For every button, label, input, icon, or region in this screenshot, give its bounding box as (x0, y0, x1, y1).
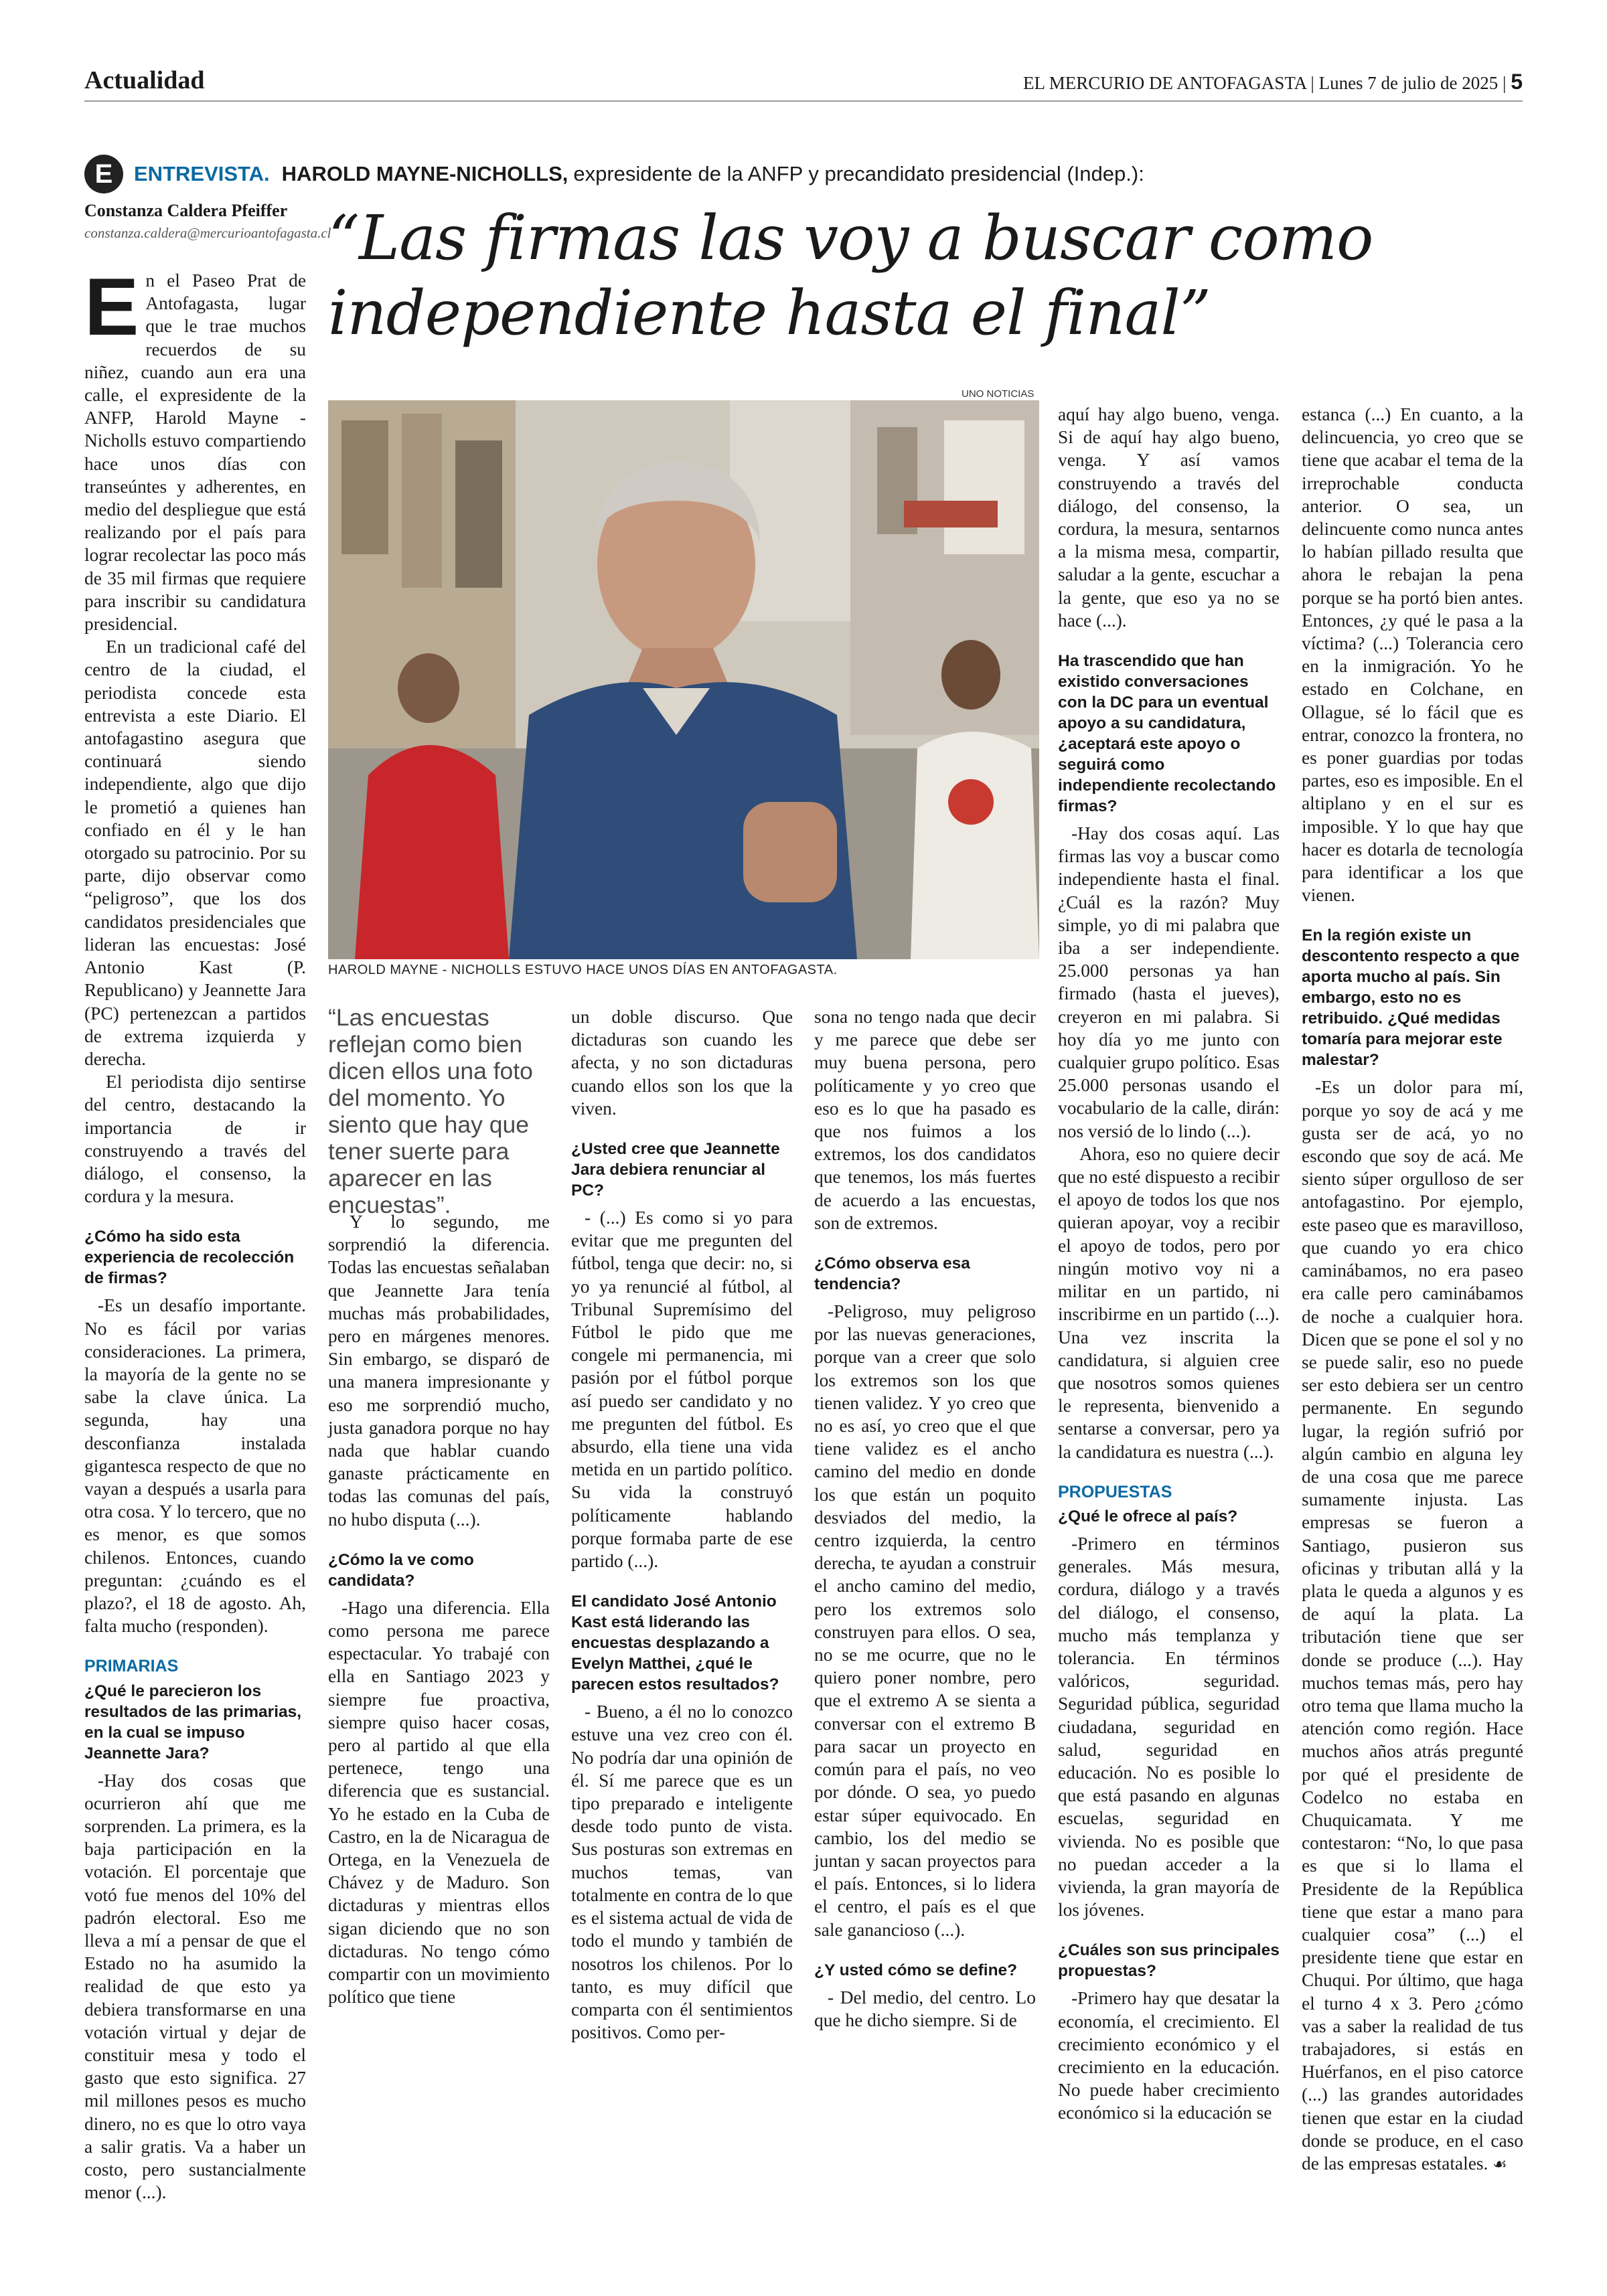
pull-quote: “Las encuestas reflejan como bien dicen ellos una foto del momento. Yo siento que hay que tener suerte para aparecer en las encuestas”. (328, 1004, 533, 1218)
body-paragraph: estanca (...) En cuanto, a la delincuencia, yo creo que se tiene que acabar el tema de la irreprochable conducta anterior. O sea, un delincuente como nunca antes lo habían pillado resulta que ahora le rebajan la pena porque se ha portó bien antes. Entonces, ¿y qué le pasa a la víctima? (...) Tolerancia cero en la inmigración. Yo he estado en Colchane, en Ollague, sé lo fácil que es entrar, conozco la frontera, no es poner guardias por todas partes, eso es imposible. En el altiplano y en el sur es imposible. Y lo que hay que hacer es dotarla de tecnología para identificar a los que vienen. (1302, 404, 1523, 906)
question: ¿Qué le parecieron los resultados de las primarias, en la cual se impuso Jeannette Jara? (84, 1682, 302, 1762)
masthead-separator: | (1503, 73, 1511, 93)
answer: -Hay dos cosas aquí. Las firmas las voy a buscar como independiente hasta el final. ¿Cuál es la razón? Muy simple, yo di mi palabra que iba a ser independiente. 25.000 personas ya han firmado (hasta el jueves), creyeron en mi palabra. Si hoy día yo me junto con cualquier grupo político. Esas 25.000 personas usando el vocabulario de la calle, dirán: nos versió de lo lindo (...). (1058, 823, 1280, 1141)
body-paragraph: Ahora, eso no quiere decir que no esté dispuesto a recibir el apoyo de todos los que nos quieran apoyar, voy a recibir el apoyo de todos, pero por ningún motivo voy ni a militar en un partido, ni inscribirme en un partido (...). Una vez inscrita la candidatura, si alguien cree que nosotros somos quienes le representa, bienvenido a sentarse a conversar, pero ya la candidatura es nuestra (...). (1058, 1143, 1280, 1462)
author-name: Constanza Caldera Pfeiffer (84, 201, 288, 220)
kicker-row (84, 149, 1523, 199)
answer: - (...) Es como si yo para evitar que me pregunten del fútbol, tenga que decir: no, si yo ya renuncié al fútbol, al Tribunal Supremísimo del Fútbol le pido que me congele mi permanencia, mi pasión por el fútbol porque así puedo ser candidato y no me pregunten del fútbol. Es absurdo, ella tiene una vida metida en un partido político. Su vida la construyó políticamente hablando porque formaba parte de ese partido (...). (571, 1208, 793, 1572)
body-paragraph: Y lo segundo, me sorprendió la diferencia. Todas las encuestas señalaban que Jeannette Jara tenía muchas más probabilidades, pero en márgenes menores. Sin embargo, se disparó de una manera impresionante y eso me sorprendió mucho, justa ganadora porque no hay nada que hablar cuando ganaste prácticamente en todas las comunas del país, no hubo disputa (...). (328, 1212, 550, 1530)
question: ¿Cómo ha sido esta experiencia de recolección de firmas? (84, 1228, 295, 1288)
interview-badge-icon: E (84, 155, 123, 193)
question: ¿Y usted cómo se define? (814, 1961, 1018, 1979)
answer: -Peligroso, muy peligroso por las nuevas generaciones, porque van a creer que solo los extremos son los que tienen validez. Y yo creo que no es así, yo creo que el que tiene validez es el ancho camino del medio en donde los que están un poquito desviados del medio, la centro izquierda, la centro derecha, te ayudan a construir el ancho camino del medio, pero los extremos solo construyen para ellos. O sea, no se me ocurre, que no le quiero poner nombre, pero que el extremo A se sienta a conversar con el extremo B para sacar un proyecto en común para el país, no veo por dónde. O sea, yo puedo estar súper equivocado. En cambio, los del medio se juntan y sacan proyectos para el país. Entonces, si lo lidera el centro, el país es el que sale ganancioso (...). (814, 1301, 1036, 1940)
answer: - Bueno, a él no lo conozco estuve una vez creo con él. No podría dar una opinión de él. Sí me parece que es un tipo preparado e inteligente desde todo punto de vista. Sus posturas son extremas en muchos temas, van totalmente en contra de lo que es el sistema actual de vida de todo el mundo y también de nosotros los chilenos. Por lo tanto, es muy difícil que comparta con él sentimientos positivos. Como per- (571, 1702, 793, 2043)
article-column-1 (84, 261, 306, 2204)
headline: “Las firmas las voy a buscar como independiente hasta el final” (328, 202, 1373, 349)
masthead (1023, 70, 1523, 94)
answer: -Es un desafío importante. No es fácil por varias consideraciones. La primera, la mayoría de la gente no se sabe la clave única. La segunda, hay una desconfianza instalada gigantesca respecto de que no vayan a después a usarla para otra cosa. Y lo tercero, que no es menor, es que somos chilenos. Entonces, cuando preguntan: ¿cuándo es el plazo?, el 18 de agosto. Ah, falta mucho (responden). (84, 1295, 306, 1637)
question: ¿Cómo observa esa tendencia? (814, 1254, 970, 1294)
answer: -Hay dos cosas que ocurrieron ahí que me sorprenden. La primera, es la baja participación en la votación. El porcentaje que votó fue menos del 10% del padrón electoral. Eso me lleva a mí a pensar de que el Estado no ha asumido la realidad de que esto ya debiera transformarse en una votación virtual y dejar de constituir mesa y todo el gasto que esto significa. 27 mil millones pesos es mucho dinero, no es que lo otro vaya a salir gratis. Va a haber un costo, pero sustancialmente menor (...). (84, 1770, 306, 2203)
question: ¿Cuáles son sus principales propuestas? (1058, 1941, 1280, 1981)
interviewee-name: HAROLD MAYNE-NICHOLLS, (281, 162, 568, 185)
question: Ha trascendido que han existido conversaciones con la DC para un eventual apoyo a su candidatura, ¿aceptará este apoyo o seguirá como independiente recolectando firmas? (1058, 652, 1276, 816)
photo-caption: HAROLD MAYNE - NICHOLLS ESTUVO HACE UNOS DÍAS EN ANTOFAGASTA. (328, 963, 838, 977)
kicker-tag: ENTREVISTA. (134, 162, 270, 185)
answer: -Es un dolor para mí, porque yo soy de acá y me gusta ser de acá, yo no escondo que soy de acá. Me siento súper orgulloso de ser antofagastino. Por ejemplo, este paseo que es maravilloso, que cuando yo era chico caminábamos, no era paseo era calle pero caminábamos de noche a cualquier hora. Dicen que se pone el sol y no se puede salir, eso no puede ser esto debiera ser un centro permanente. En segundo lugar, la región sufrió por algún cambio en alguna ley de una cosa que me parece sumamente injusta. Las empresas se fueron a Santiago, pusieron sus oficinas y tributan allá y la plata le queda a algunos y es de aquí la plata. La tributación tiene que ser donde se produce (...). Hay muchos temas más, pero hay otro tema que llama mucho la atención como región. Hace muchos años atrás pregunté por qué el presidente de Codelco no estaba en Chuquicamata. Y me contestaron: “No, lo que pasa es que si lo llama el Presidente de la República tiene que estar a mano para cualquier cosa” (...) el presidente tiene que estar en Chuqui. Por último, que haga el turno 4 x 3. Pero ¿cómo vas a saber la realidad de tus trabajadores, si estás en Huérfanos, en el piso catorce (...) las grandes autoridades tienen que estar en la ciudad donde se produce, en el caso de las empresas estatales. (1302, 1077, 1523, 2174)
masthead-separator: | (1310, 73, 1319, 93)
question: ¿Usted cree que Jeannette Jara debiera renunciar al PC? (571, 1140, 780, 1200)
answer-final (1302, 1076, 1523, 2176)
lead-text: n el Paseo Prat de Antofagasta, lugar que le trae muchos recuerdos de su niñez, cuando aun era una calle, el expresidente de la ANFP, Harold Mayne - Nicholls estuvo compartiendo hace unos días con transeúntes y adherentes, en medio del despliegue que está realizando por el país para lograr recolectar las poco más de 35 mil firmas que requiere para inscribir su candidatura presidencial. (84, 270, 306, 635)
end-of-article-icon: ☙ (1493, 2155, 1507, 2174)
question: ¿Cómo la ve como candidata? (328, 1550, 474, 1590)
issue-date: Lunes 7 de julio de 2025 (1318, 73, 1499, 93)
lead-paragraph (84, 261, 306, 635)
publication-name: EL MERCURIO DE ANTOFAGASTA (1023, 73, 1306, 93)
article-photo (328, 400, 1039, 959)
section-label: Actualidad (84, 66, 205, 94)
answer: -Hago una diferencia. Ella como persona me parece espectacular. Yo trabajé con ella en Santiago 2023 y siempre fue proactiva, siempre quiso hacer cosas, pero al partido al que ella pertenece, tengo una diferencia que es sustancial. Yo he estado en la Cuba de Castro, en la de Nicaragua de Ortega, en la Venezuela de Chávez y de Maduro. Son dictaduras y mientras ellos sigan diciendo que no son dictaduras. No tengo cómo compartir con un movimiento político que tiene (328, 1597, 550, 2007)
author-email[interactable]: constanza.caldera@mercurioantofagasta.cl (84, 225, 331, 241)
question: En la región existe un descontento respecto a que aporta mucho al país. Sin embargo, esto no es retribuido. ¿Qué medidas tomaría para mejorar este malestar? (1302, 926, 1520, 1070)
article-column-6 (1302, 403, 1523, 2176)
answer: -Primero hay que desatar la economía, el crecimiento. El crecimiento económico y el crecimiento en la educación. No puede haber crecimiento económico si la educación se (1058, 1988, 1280, 2123)
body-paragraph: En un tradicional café del centro de la ciudad, el periodista concede esta entrevista a este Diario. El antofagastino asegura que continuará siendo independiente, algo que dijo le prometió a quienes han confiado en él y le han otorgado su patrocinio. Por su parte, dijo observar como “peligroso”, que los dos candidatos presidenciales que lideran las encuestas: José Antonio Kast (P. Republicano) y Jeannette Jara (PC) pertenezcan a partidos de extrema izquierda y derecha. (84, 637, 306, 1069)
body-paragraph: aquí hay algo bueno, venga. Si de aquí hay algo bueno, venga. Y así vamos construyendo a través del diálogo, del consenso, la cordura, la mesura, sentarnos a la misma mesa, compartir, saludar a la gente, escuchar a la gente, que eso ya no se hace (...). (1058, 404, 1280, 631)
answer: -Primero en términos generales. Más mesura, cordura, diálogo y a través del diálogo, el consenso, mucho más templanza y tolerancia. En términos valóricos, seguridad. Seguridad pública, seguridad ciudadana, seguridad en salud, seguridad en educación. No es posible lo que está pasando en algunas escuelas, seguridad en vivienda. No es posible que no puedan acceder a la vivienda, la gran mayoría de los jóvenes. (1058, 1533, 1280, 1920)
page-number: 5 (1511, 70, 1523, 94)
section-heading: PRIMARIAS (84, 1657, 179, 1676)
article-column-2 (328, 1210, 550, 2009)
body-paragraph: El periodista dijo sentirse del centro, destacando la importancia de ir construyendo a través del diálogo, el consenso, la cordura y la mesura. (84, 1072, 306, 1207)
body-paragraph: sona no tengo nada que decir y me parece que debe ser muy buena persona, pero políticamente y yo creo que eso es lo que ha pasado es que nos fuimos a los extremos, los dos candidatos que tenemos, los más fuertes de acuerdo a las encuestas, son de extremos. (814, 1007, 1036, 1233)
question: El candidato José Antonio Kast está liderando las encuestas desplazando a Evelyn Matthei, ¿qué le parecen estos resultados? (571, 1592, 779, 1694)
byline (84, 201, 339, 242)
article-column-3 (571, 1005, 793, 2044)
article-column-5 (1058, 403, 1280, 2125)
dropcap: E (84, 261, 139, 352)
body-paragraph: un doble discurso. Que dictaduras son cuando les afecta, y no son dictaduras cuando ellos son los que la viven. (571, 1007, 793, 1119)
article-column-4 (814, 1005, 1036, 2032)
interviewee-description: expresidente de la ANFP y precandidato presidencial (Indep.): (573, 162, 1144, 185)
header-rule (84, 100, 1523, 102)
street-portrait-image (328, 400, 1039, 959)
section-heading: PROPUESTAS (1058, 1482, 1172, 1501)
photo-credit: UNO NOTICIAS (962, 388, 1035, 400)
question: ¿Qué le ofrece al país? (1058, 1507, 1238, 1526)
answer: - Del medio, del centro. Lo que he dicho siempre. Si de (814, 1987, 1036, 2030)
